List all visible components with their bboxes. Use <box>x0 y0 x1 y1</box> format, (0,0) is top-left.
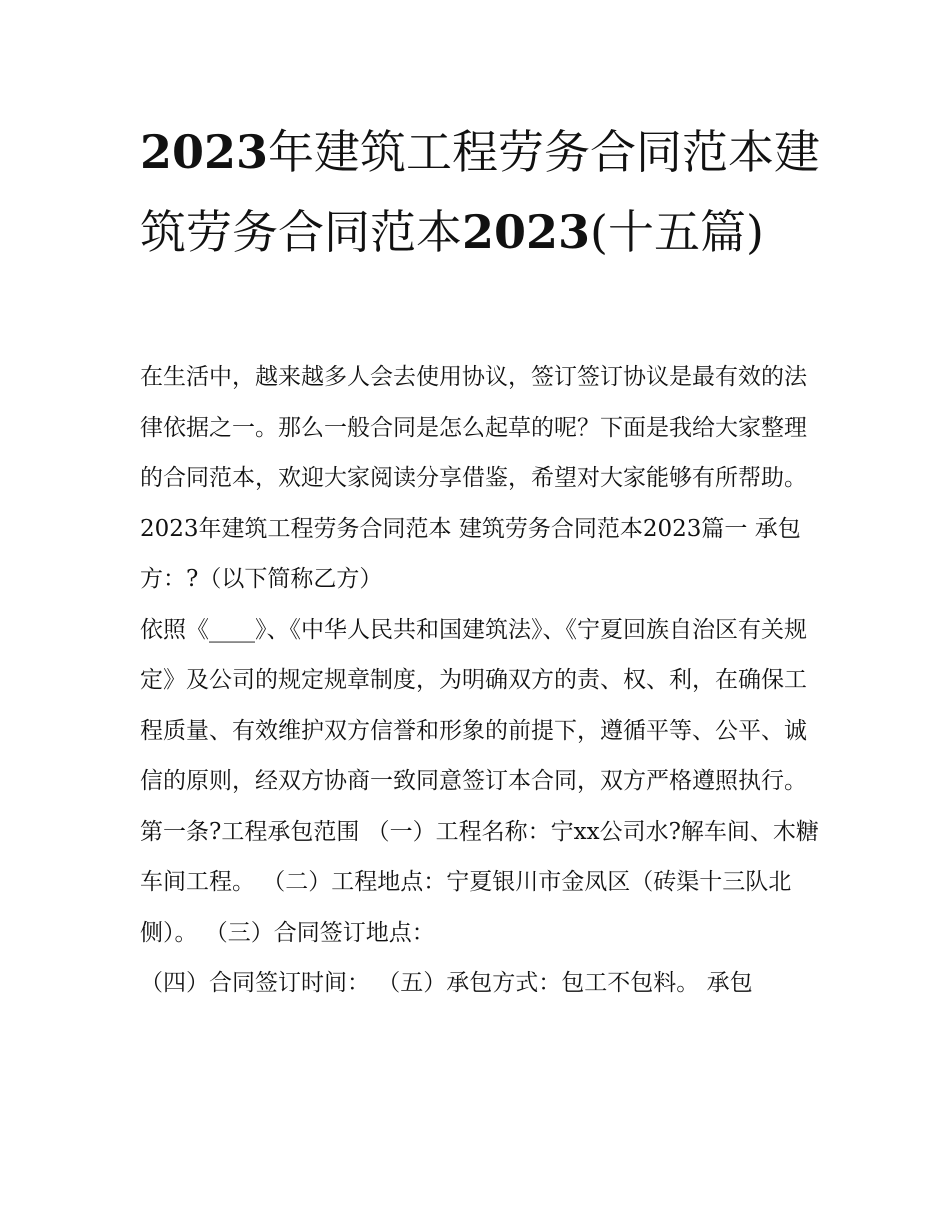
paragraph-article-1-cont: （四）合同签订时间： （五）承包方式：包工不包料。 承包 <box>140 970 753 996</box>
document-body <box>140 352 820 1009</box>
paragraph-basis: 依照《____》、《中华人民共和国建筑法》、《宁夏回族自治区有关规定》及公司的规定规章制度，为明确双方的责、权、利，在确保工程质量、有效维护双方信誉和形象的前提下，遵循平等、公平、诚信的原则，经双方协商一致同意签订本合同，双方严格遵照执行。 <box>140 616 807 794</box>
title-year: 2023 <box>140 125 269 179</box>
title-year-2: 2023 <box>462 205 591 259</box>
paragraph-intro: 在生活中，越来越多人会去使用协议，签订签订协议是最有效的法律依据之一。那么一般合同是怎么起草的呢？下面是我给大家整理的合同范本，欢迎大家阅读分享借鉴，希望对大家能够有所帮助。 <box>140 364 807 491</box>
paragraph-heading: 2023年建筑工程劳务合同范本 建筑劳务合同范本2023篇一 承包方：?（以下简称乙方） <box>140 515 801 592</box>
title-suffix: (十五篇) <box>590 205 764 259</box>
document-title <box>140 112 830 272</box>
paragraph-article-1: 第一条?工程承包范围 （一）工程名称：宁xx公司水?解车间、木糖车间工程。 （二）工程地点：宁夏银川市金凤区（砖渠十三队北侧）。 （三）合同签订地点： <box>140 818 819 946</box>
title-text: 年建筑工程劳务合同范本建筑劳务合同范本 <box>140 125 821 259</box>
